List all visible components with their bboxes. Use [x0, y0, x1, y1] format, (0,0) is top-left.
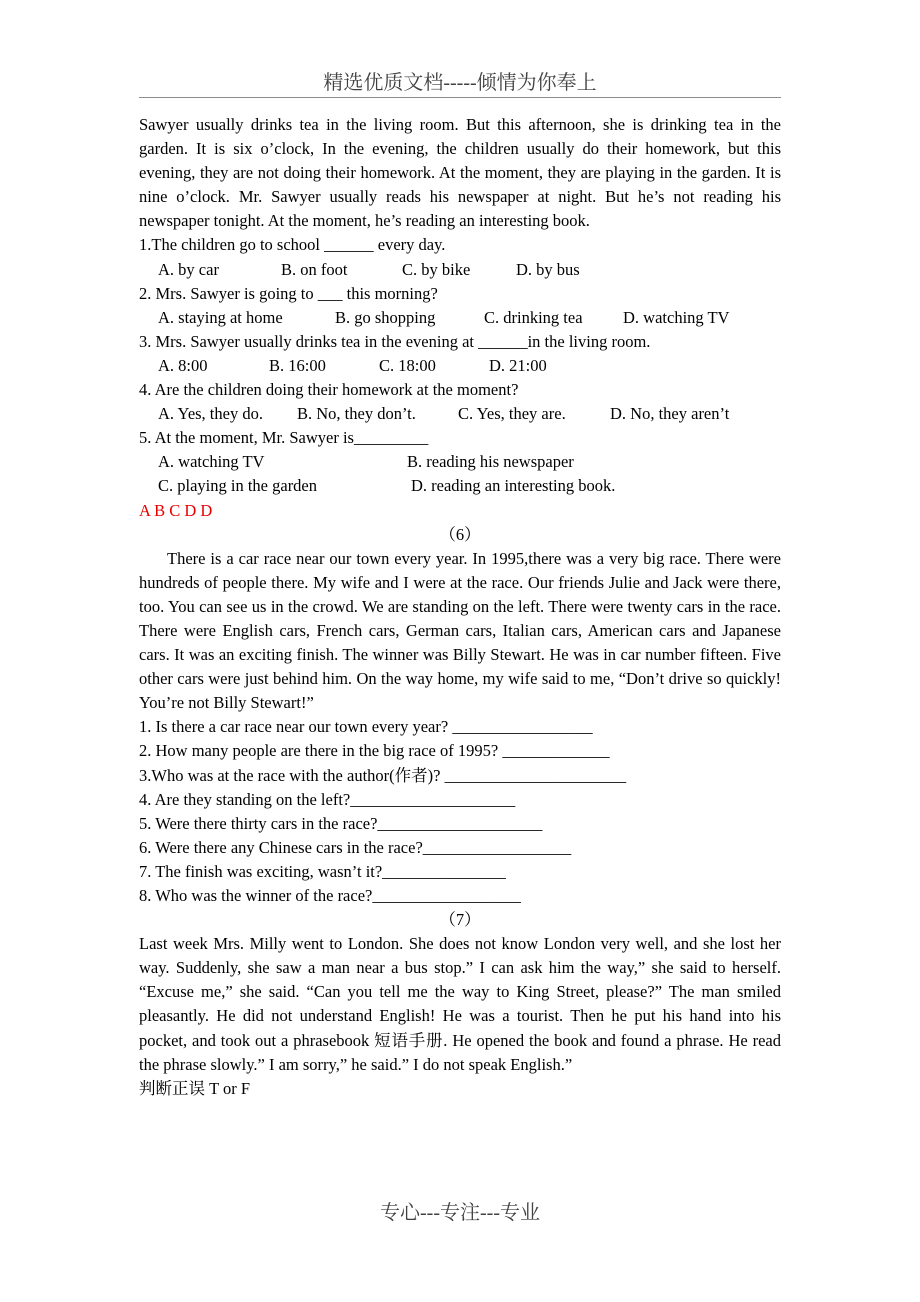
s6-question-1: 1. Is there a car race near our town every year? _________________ — [139, 717, 593, 737]
question-3-options — [139, 354, 781, 378]
question-5-options-row1 — [139, 450, 781, 474]
option-a: A. by car — [158, 259, 219, 279]
answer-key: A B C D D — [139, 500, 213, 520]
question-5: 5. At the moment, Mr. Sawyer is_________ — [139, 428, 429, 448]
s6-question-7: 7. The finish was exciting, wasn’t it?_______________ — [139, 861, 506, 881]
s6-question-8: 8. Who was the winner of the race?__________________ — [139, 886, 521, 905]
option-b: B. reading his newspaper — [407, 452, 574, 472]
option-d: D. watching TV — [623, 307, 730, 327]
option-a: A. staying at home — [158, 307, 283, 327]
question-1-options — [139, 258, 781, 282]
question-2-options — [139, 306, 781, 330]
option-d: D. reading an interesting book. — [411, 476, 616, 496]
section-7-passage: Last week Mrs. Milly went to London. She does not know London very well, and she lost her way. Suddenly, she saw a man near a bus stop.” I can ask him the way,” she said to herself. “Excuse me,” she said. “Can you tell me the way to King Street, please?” The man smiled pleasantly. He did not understand English! He was a tourist. Then he put his hand into his pocket, and took out a phrasebook 短语手册. He opened the book and found a phrase. He read the phrase slowly.” I am sorry,” he said.” I do not speak English.” — [139, 934, 781, 1074]
question-4: 4. Are the children doing their homework at the moment? — [139, 380, 519, 400]
option-d: D. No, they aren’t — [610, 404, 730, 424]
question-4-options — [139, 402, 781, 426]
option-d: D. by bus — [516, 259, 580, 279]
s6-question-2: 2. How many people are there in the big race of 1995? _____________ — [139, 741, 610, 761]
option-a: A. watching TV — [158, 452, 265, 472]
header-divider — [139, 97, 781, 98]
s6-question-3: 3.Who was at the race with the author(作者)? ______________________ — [139, 765, 627, 785]
s6-question-4: 4. Are they standing on the left?____________________ — [139, 789, 516, 809]
option-b: B. on foot — [281, 259, 348, 279]
section-6-passage: There is a car race near our town every year. In 1995,there was a very big race. There were hundreds of people there. My wife and I were at the race. Our friends Julie and Jack were there, too. You can see us in the crowd. We are standing on the left. There were twenty cars in the race. There were English cars, French cars, German cars, Italian cars, American cars and Japanese cars. It was an exciting finish. The winner was Billy Stewart. He was in car number fifteen. Five other cars were just behind him. On the way home, my wife said to me, “Don’t drive so quickly! You’re not Billy Stewart!” — [139, 548, 781, 713]
document-body — [139, 113, 781, 1101]
s6-question-6: 6. Were there any Chinese cars in the race?__________________ — [139, 837, 572, 857]
option-c: C. Yes, they are. — [458, 404, 566, 424]
page-footer: 专心---专注---专业 — [380, 1202, 540, 1224]
section-6-heading: （6） — [439, 524, 481, 544]
option-b: B. No, they don’t. — [297, 404, 416, 424]
option-b: B. 16:00 — [269, 355, 326, 375]
question-5-options-row2 — [139, 474, 781, 498]
option-c: C. by bike — [402, 259, 471, 279]
passage-5-text: Sawyer usually drinks tea in the living room. But this afternoon, she is drinking tea in the garden. It is six o’clock, In the evening, the children usually do their homework, but this evening, they are not doing their homework. At the moment, they are playing in the garden. It is nine o’clock. Mr. Sawyer usually reads his newspaper at night. But he’s not reading his newspaper tonight. At the moment, he’s reading an interesting book. — [139, 115, 781, 231]
option-a: A. Yes, they do. — [158, 404, 263, 424]
page-header: 精选优质文档-----倾情为你奉上 — [323, 72, 597, 94]
option-a: A. 8:00 — [158, 355, 208, 375]
question-2: 2. Mrs. Sawyer is going to ___ this morning? — [139, 283, 438, 303]
option-c: C. drinking tea — [484, 307, 583, 327]
question-1: 1.The children go to school ______ every day. — [139, 235, 446, 255]
option-b: B. go shopping — [335, 307, 436, 327]
option-c: C. playing in the garden — [158, 476, 318, 496]
s6-question-5: 5. Were there thirty cars in the race?____________________ — [139, 813, 543, 833]
section-7-instruction: 判断正误 T or F — [139, 1078, 251, 1098]
section-7-heading: （7） — [439, 910, 481, 930]
question-3: 3. Mrs. Sawyer usually drinks tea in the evening at ______in the living room. — [139, 331, 651, 351]
option-c: C. 18:00 — [379, 355, 436, 375]
option-d: D. 21:00 — [489, 355, 547, 375]
